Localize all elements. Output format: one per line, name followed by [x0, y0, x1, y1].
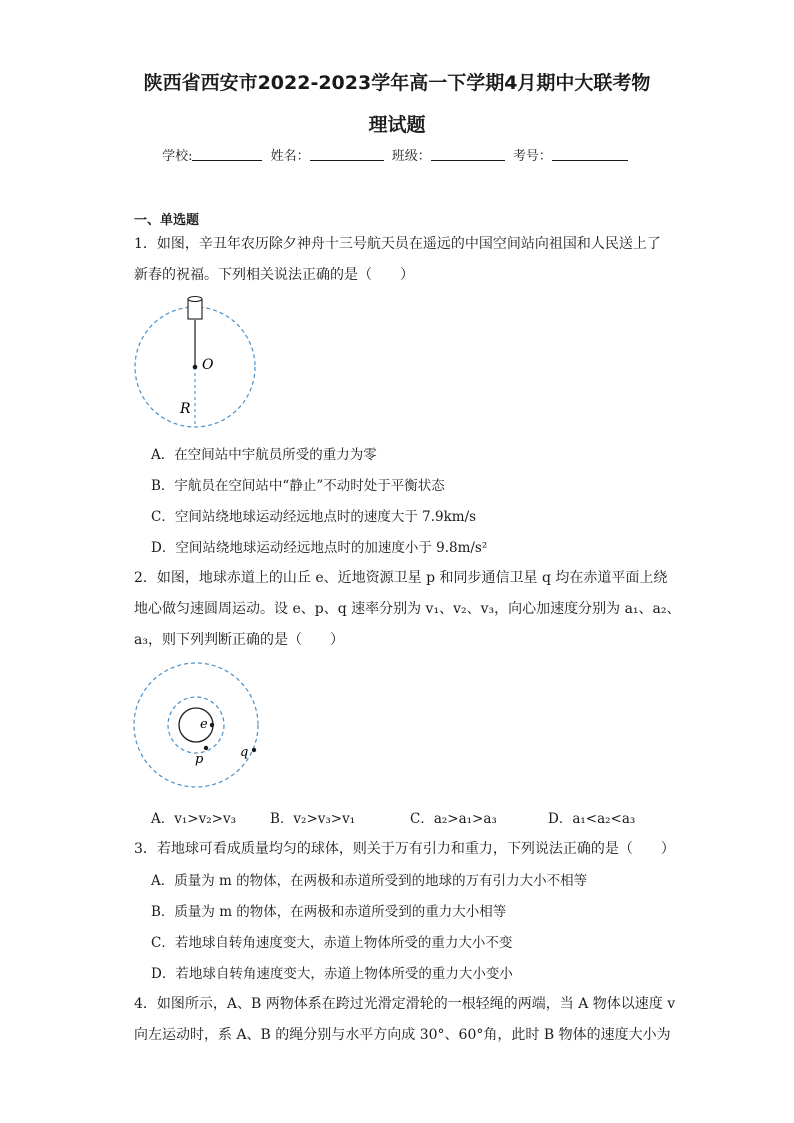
- q1-option-b[interactable]: B．宇航员在空间站中“静止”不动时处于平衡状态: [151, 478, 445, 494]
- q1-stem-line2: 新春的祝福。下列相关说法正确的是（ ）: [134, 267, 414, 283]
- q2-option-b[interactable]: B．v₂>v₃>v₁: [270, 811, 356, 827]
- q2-point-q: [252, 748, 256, 752]
- q2-point-e: [210, 723, 214, 727]
- q3-option-d[interactable]: D．若地球自转角速度变大，赤道上物体所受的重力大小变小: [151, 966, 513, 982]
- q1-label-o: O: [202, 357, 214, 373]
- q2-option-a[interactable]: A．v₁>v₂>v₃: [151, 811, 236, 827]
- q1-option-a[interactable]: A．在空间站中宇航员所受的重力为零: [151, 447, 377, 463]
- student-info-row: [0, 145, 794, 164]
- section-heading: 一、单选题: [134, 213, 200, 228]
- school-blank[interactable]: [192, 148, 262, 161]
- q4-stem-line2: 向左运动时，系 A、B 的绳分别与水平方向成 30°、60°角，此时 B 物体的速度大小为: [134, 1027, 671, 1043]
- class-blank[interactable]: [431, 148, 505, 161]
- q2-stem-line3: a₃，则下列判断正确的是（ ）: [134, 632, 344, 648]
- q2-stem-line1: 2．如图，地球赤道上的山丘 e、近地资源卫星 p 和同步通信卫星 q 均在赤道平面上绕: [134, 570, 668, 586]
- q3-option-c[interactable]: C．若地球自转角速度变大，赤道上物体所受的重力大小不变: [151, 935, 513, 951]
- q2-figure: [133, 662, 263, 792]
- school-label: 学校:: [162, 149, 193, 164]
- q2-label-p: p: [195, 752, 204, 767]
- q1-stem-line1: 1．如图，辛丑年农历除夕神舟十三号航天员在遥远的中国空间站向祖国和人民送上了: [134, 236, 661, 252]
- q1-option-d[interactable]: D．空间站绕地球运动经远地点时的加速度小于 9.8m/s²: [151, 540, 488, 556]
- number-label: 考号：: [512, 149, 552, 164]
- q1-label-r: R: [180, 401, 191, 417]
- q1-center-dot: [193, 365, 198, 370]
- name-blank[interactable]: [310, 148, 384, 161]
- q4-stem-line1: 4．如图所示，A、B 两物体系在跨过光滑定滑轮的一根轻绳的两端，当 A 物体以速度 v: [134, 996, 676, 1012]
- exam-title-line1: 陕西省西安市2022-2023学年高一下学期4月期中大联考物: [143, 72, 651, 94]
- q2-option-c[interactable]: C．a₂>a₁>a₃: [410, 811, 497, 827]
- number-blank[interactable]: [552, 148, 628, 161]
- q2-point-p: [204, 746, 208, 750]
- q2-near-orbit-circle: [168, 697, 224, 753]
- name-label: 姓名：: [270, 149, 310, 164]
- q2-stem-line2: 地心做匀速圆周运动。设 e、p、q 速率分别为 v₁、v₂、v₃，向心加速度分别为 a₁、a₂、: [134, 601, 681, 617]
- q1-figure: [130, 292, 270, 437]
- q2-earth-circle: [179, 708, 213, 742]
- q1-option-c[interactable]: C．空间站绕地球运动经远地点时的速度大于 7.9km/s: [151, 509, 477, 525]
- q3-stem-line1: 3．若地球可看成质量均匀的球体，则关于万有引力和重力，下列说法正确的是（ ）: [134, 841, 675, 857]
- q2-label-q: q: [240, 745, 249, 760]
- exam-title-line2: 理试题: [368, 114, 426, 136]
- q2-label-e: e: [200, 717, 208, 732]
- q3-option-b[interactable]: B．质量为 m 的物体，在两极和赤道所受到的重力大小相等: [151, 904, 507, 920]
- q2-option-d[interactable]: D．a₁<a₂<a₃: [548, 811, 636, 827]
- q2-sync-orbit-circle: [134, 663, 258, 787]
- q3-option-a[interactable]: A．质量为 m 的物体，在两极和赤道所受到的地球的万有引力大小不相等: [151, 873, 588, 889]
- class-label: 班级：: [391, 149, 431, 164]
- q1-block-top: [188, 297, 202, 302]
